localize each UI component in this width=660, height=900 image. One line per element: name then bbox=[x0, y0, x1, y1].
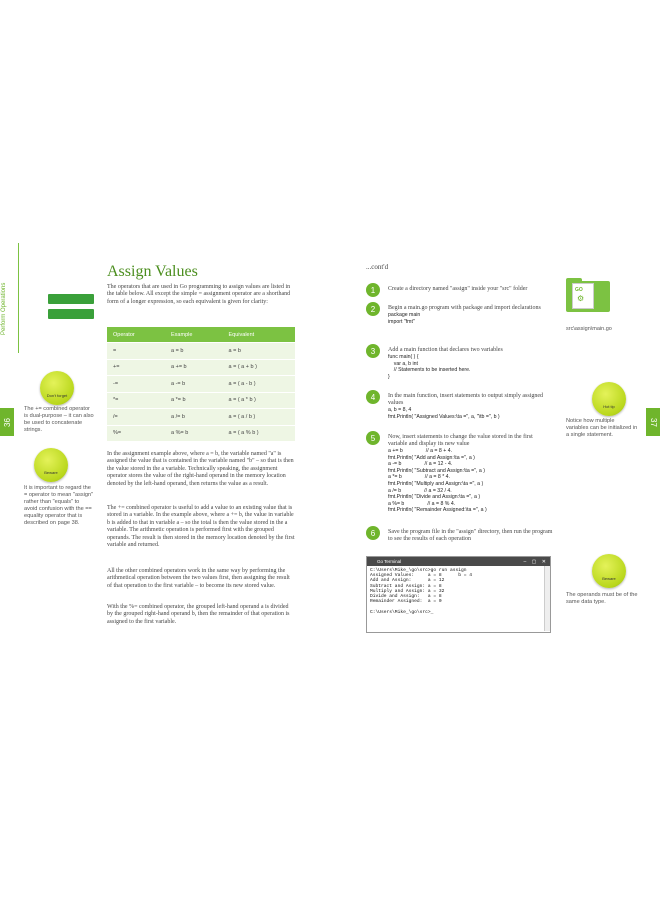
continued-label: ...cont'd bbox=[366, 263, 389, 271]
intro-paragraph: The operators that are used in Go programming to assign values are listed in the table below. All except the simple = assignment operator are a shorthand form of a longer expression, so each equivalent is given for clarity: bbox=[107, 284, 291, 305]
dont-forget-badge-icon: Don't forget bbox=[40, 371, 74, 405]
step-number-4: 4 bbox=[366, 390, 380, 404]
step-5-code: a += b // a = 8 + 4. fmt.Println( "Add and Assign:\ta =", a ) a -= b // a = 12 - 4. fmt.Println( "Subtract and Assign:\ta =", a ) a *= b // a = 8 * 4. fmt.Println( "Multiply and Assign:\ta =", a ) a /= b // a = 32 / 4. fmt.Println( "Divide and Assign:\ta =", a ) a %= b // a = 8 % 4. fmt.Println( "Remainder Assigned:\ta =", a ) bbox=[388, 448, 487, 514]
table-row: = a = b a = b bbox=[107, 343, 295, 360]
step-2-code: package main import "fmt" bbox=[388, 312, 421, 325]
table-row: /= a /= b a = ( a / b ) bbox=[107, 409, 295, 426]
step-number-6: 6 bbox=[366, 526, 380, 540]
window-controls-icon[interactable]: – ▢ ✕ bbox=[523, 559, 548, 565]
table-header: Equivalent bbox=[223, 327, 296, 343]
body-paragraph-3: All the other combined operators work in the same way by performing the arithmetical operation between the two values first, then assigning the result of that operation to the first variable – to become its new stored value. bbox=[107, 568, 290, 589]
beware-note-right: The operands must be of the same data type. bbox=[566, 592, 638, 605]
hot-tip-badge-icon: Hot tip bbox=[592, 382, 626, 416]
step-4: In the main function, insert statements to output simply assigned values a, b = 8, 4 fmt.Println( "Assigned Values:\ta =", a, "\tb =", b ) bbox=[388, 393, 553, 420]
terminal-scrollbar[interactable] bbox=[544, 566, 550, 631]
step-number-2: 2 bbox=[366, 302, 380, 316]
folder-icon: GO ⚙ bbox=[566, 278, 610, 312]
table-row: %= a %= b a = ( a % b ) bbox=[107, 425, 295, 441]
step-number-1: 1 bbox=[366, 283, 380, 297]
step-3-comment: // Statements to be inserted here. bbox=[388, 367, 471, 374]
dont-forget-note: The += combined operator is dual-purpose – it can also be used to concatenate strings. bbox=[24, 406, 94, 433]
body-paragraph-2: The += combined operator is useful to add a value to an existing value that is stored in a variable. In the example above, where a += b, the value in variable b is added to that in variable a – so the total is then the value stored in the a variable. The arithmetic operation is performed first with the grouped operands. The result is then stored in the memory location denoted by the first variable and returned. bbox=[107, 505, 295, 549]
book-spread bbox=[0, 243, 660, 655]
page-number-right: 37 bbox=[646, 408, 660, 436]
body-paragraph-1: In the assignment example above, where a = b, the variable named "a" is assigned the value that is contained in the variable named "b" – so that is then the value stored in the a variable. Technically speaking, the assignment operator stores the value of the right-hand operand in the memory location denoted by the left-hand operand, then returns the value as a result. bbox=[107, 451, 294, 487]
body-paragraph-4: With the %= combined operator, the grouped left-hand operand a is divided by the grouped right-hand operand b, then the remainder of that operation is assigned to the first variable. bbox=[107, 604, 290, 625]
page-title: Assign Values bbox=[107, 263, 198, 280]
step-number-5: 5 bbox=[366, 431, 380, 445]
chapter-tab bbox=[0, 243, 19, 353]
beware-note: It is important to regard the = operator to mean "assign" rather than "equals" to avoid confusion with the == equality operator that is described on page 38. bbox=[24, 485, 94, 526]
terminal-window bbox=[366, 556, 551, 633]
step-3: Add a main function that declares two variables func main( ) { var a, b int // Statements to be inserted here. } bbox=[388, 347, 553, 380]
page-number-left: 36 bbox=[0, 408, 14, 436]
step-2: Begin a main.go program with package and import declarations package main import "fmt" bbox=[388, 305, 553, 325]
step-5: Now, insert statements to change the value stored in the first variable and display its new value a += b // a = 8 + 4. fmt.Println( "Add and Assign:\ta =", a ) a -= b // a = 12 - 4. fmt.Println( "Subtract and Assign:\ta =", a ) a *= b // a = 8 * 4. fmt.Println( "Multiply and Assign:\ta =", a ) a /= b // a = 32 / 4. fmt.Println( "Divide and Assign:\ta =", a ) a %= b // a = 8 % 4. fmt.Println( "Remainder Assigned:\ta =", a ) bbox=[388, 434, 553, 514]
beware-badge-icon: Beware bbox=[34, 448, 68, 482]
equals-icon bbox=[48, 294, 94, 322]
table-row: += a += b a = ( a + b ) bbox=[107, 359, 295, 376]
terminal-output: C:\Users\Mike_\go\src>go run assign Assigned Values: a = 8 b = 4 Add and Assign: a = 12 Subtract and Assign: a = 8 Multiply and Assign: a = 32 Divide and Assign: a = 8 Remainder Assigned: a = 0 C:\Users\Mike_\go\src>_ bbox=[370, 568, 472, 615]
folder-path: src\assign\main.go bbox=[566, 326, 612, 332]
beware-badge-icon: Beware bbox=[592, 554, 626, 588]
step-1-text: Create a directory named "assign" inside your "src" folder bbox=[388, 286, 528, 292]
table-header: Example bbox=[165, 327, 222, 343]
operators-table bbox=[107, 327, 295, 441]
table-header: Operator bbox=[107, 327, 165, 343]
table-row: -= a -= b a = ( a - b ) bbox=[107, 376, 295, 393]
hot-tip-note: Notice how multiple variables can be initialized in a single statement. bbox=[566, 418, 638, 438]
step-number-3: 3 bbox=[366, 344, 380, 358]
step-6-text: Save the program file in the "assign" directory, then run the program to see the results of each operation bbox=[388, 529, 553, 542]
table-row: *= a *= b a = ( a * b ) bbox=[107, 392, 295, 409]
step-3-code: func main( ) { var a, b int bbox=[388, 354, 419, 367]
terminal-titlebar: Go Terminal – ▢ ✕ bbox=[367, 557, 550, 566]
chapter-tab-label: Perform Operations bbox=[1, 282, 7, 335]
step-4-code: a, b = 8, 4 fmt.Println( "Assigned Values:\ta =", a, "\tb =", b ) bbox=[388, 407, 500, 420]
